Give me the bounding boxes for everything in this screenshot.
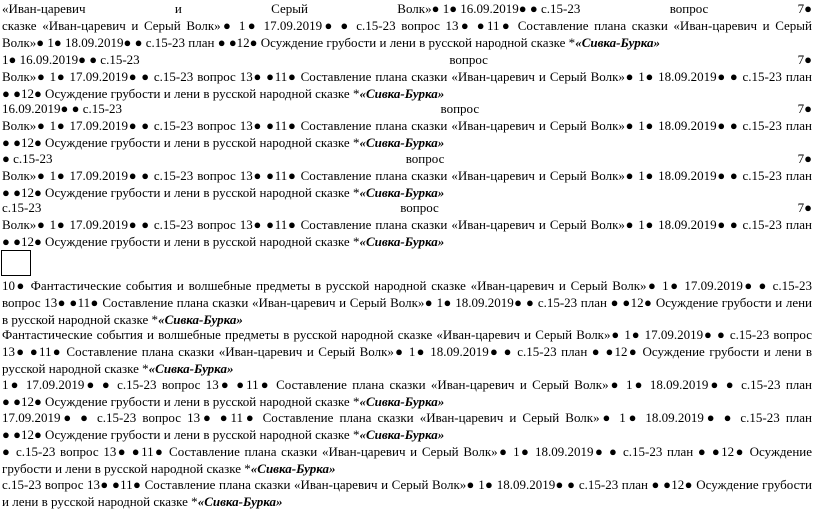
word: Волк»● 1● 16.09.2019● ● с.15-23 xyxy=(397,1,581,16)
text: ● ●12● Осуждение грубости и лени в русской народной сказке * xyxy=(2,135,360,150)
story-title: «Сивка-Бурка» xyxy=(359,135,445,150)
head-date: 1● 16.09.2019● ● с.15-23 xyxy=(2,52,140,67)
fragment-line-3 xyxy=(2,134,812,151)
fragment-line-2 xyxy=(2,393,812,410)
fragment-4 xyxy=(2,199,812,250)
fragment-1 xyxy=(2,51,812,102)
story-title: «Сивка-Бурка» xyxy=(158,312,243,327)
story-title: «Сивка-Бурка» xyxy=(148,361,234,376)
fragment-head xyxy=(2,150,812,167)
story-title: «Сивка-Бурка» xyxy=(197,494,283,509)
word: 7● xyxy=(797,1,812,16)
text: ● ●12● Осуждение грубости и лени в русской народной сказке * xyxy=(2,234,360,249)
story-title: «Сивка-Бурка» xyxy=(575,35,660,50)
text: ● ●12● Осуждение грубости и лени в русской народной сказке * xyxy=(2,394,360,409)
story-title: «Сивка-Бурка» xyxy=(359,427,445,442)
story-title: «Сивка-Бурка» xyxy=(359,394,445,409)
top-line-2: сказке «Иван-царевич и Серый Волк»● 1● 17.09.2019● ● с.15-23 вопрос 13● ●11● Составление плана сказки «Иван-царевич и Серый xyxy=(2,18,812,33)
fragment-line-2 xyxy=(2,493,812,510)
text: ● ●12● Осуждение грубости и лени в русской народной сказке * xyxy=(2,427,360,442)
fragment-line-2: Волк»● 1● 17.09.2019● ● с.15-23 вопрос 13● ●11● Составление плана сказки «Иван-царевич и Серый Волк»● 1● 18.09.2019● ● с.15-23 план xyxy=(2,168,812,183)
fragment-head xyxy=(2,100,812,117)
fragment-head xyxy=(2,51,812,68)
fragment-2 xyxy=(2,100,812,151)
fragment-line-3 xyxy=(2,233,812,250)
top-line-1 xyxy=(2,0,812,17)
lower-fragment-2 xyxy=(2,326,812,377)
text: Волк»● 1● 18.09.2019● ● с.15-23 план ● ●12● Осуждение грубости и лени в русской народной сказке * xyxy=(2,35,576,50)
text: в русской народной сказке * xyxy=(2,312,159,327)
word: вопрос xyxy=(669,1,709,16)
head-date: 16.09.2019● ● с.15-23 xyxy=(2,101,123,116)
head-question: вопрос xyxy=(400,200,439,215)
word: и xyxy=(174,1,182,16)
fragment-line-1: ● с.15-23 вопрос 13● ●11● Составление плана сказки «Иван-царевич и Серый Волк»● 1● 18.09.2019● ● с.15-23 план ● ●12● Осуждение xyxy=(2,444,812,459)
head-number: 7● xyxy=(797,52,812,67)
fragment-line-2 xyxy=(2,426,812,443)
fragment-line-2: Волк»● 1● 17.09.2019● ● с.15-23 вопрос 13● ●11● Составление плана сказки «Иван-царевич и Серый Волк»● 1● 18.09.2019● ● с.15-23 план xyxy=(2,69,812,84)
fragment-line-1: 17.09.2019● ● с.15-23 вопрос 13● ●11● Составление плана сказки «Иван-царевич и Серый Волк»● 1● 18.09.2019● ● с.15-23 план xyxy=(2,410,812,425)
lower-fragment-5 xyxy=(2,443,812,477)
story-title: «Сивка-Бурка» xyxy=(359,185,445,200)
text: ● ●12● Осуждение грубости и лени в русской народной сказке * xyxy=(2,185,360,200)
text: и лени в русской народной сказке * xyxy=(2,494,198,509)
lower-fragment-4 xyxy=(2,409,812,443)
lower-fragment-3 xyxy=(2,376,812,410)
fragment-line-1: 1● 17.09.2019● ● с.15-23 вопрос 13● ●11● Составление плана сказки «Иван-царевич и Серый Волк»● 1● 18.09.2019● ● с.15-23 план xyxy=(2,377,812,392)
head-number: 7● xyxy=(797,101,812,116)
fragment-line-1: с.15-23 вопрос 13● ●11● Составление плана сказки «Иван-царевич и Серый Волк»● 1● 18.09.2019● ● с.15-23 план ● ●12● Осуждение грубости xyxy=(2,477,812,492)
word: «Иван-царевич xyxy=(2,1,86,16)
story-title: «Сивка-Бурка» xyxy=(359,86,445,101)
head-question: вопрос xyxy=(449,52,488,67)
top-fragment xyxy=(2,0,812,51)
fragment-line-2: вопрос 13● ●11● Составление плана сказки «Иван-царевич и Серый Волк»● 1● 18.09.2019● ● с.15-23 план ● ●12● Осуждение грубости и лени xyxy=(2,295,812,310)
head-number: 7● xyxy=(797,200,812,215)
empty-frame xyxy=(1,250,31,276)
lower-fragment-1 xyxy=(2,277,812,328)
story-title: «Сивка-Бурка» xyxy=(359,234,445,249)
fragment-line-1: 10● Фантастические события и волшебные предметы в русской народной сказке «Иван-царевич и Серый Волк»● 1● 17.09.2019● ● с.15-23 xyxy=(2,278,812,293)
head-number: 7● xyxy=(797,151,812,166)
fragment-line-2: 13● ●11● Составление плана сказки «Иван-царевич и Серый Волк»● 1● 18.09.2019● ● с.15-23 план ● ●12● Осуждение грубости и лени в xyxy=(2,344,812,359)
top-line-3 xyxy=(2,34,812,51)
fragment-line-3 xyxy=(2,360,812,377)
text: русской народной сказке * xyxy=(2,361,149,376)
fragment-line-2: Волк»● 1● 17.09.2019● ● с.15-23 вопрос 13● ●11● Составление плана сказки «Иван-царевич и Серый Волк»● 1● 18.09.2019● ● с.15-23 план xyxy=(2,118,812,133)
fragment-line-2 xyxy=(2,460,812,477)
head-question: вопрос xyxy=(440,101,480,116)
fragment-line-1: Фантастические события и волшебные предметы в русской народной сказке «Иван-царевич и Серый Волк»● 1● 17.09.2019● ● с.15-23 вопрос xyxy=(2,327,812,342)
fragment-3 xyxy=(2,150,812,201)
text: грубости и лени в русской народной сказке * xyxy=(2,461,251,476)
fragment-line-2: Волк»● 1● 17.09.2019● ● с.15-23 вопрос 13● ●11● Составление плана сказки «Иван-царевич и Серый Волк»● 1● 18.09.2019● ● с.15-23 план xyxy=(2,217,812,232)
fragment-head xyxy=(2,199,812,216)
story-title: «Сивка-Бурка» xyxy=(250,461,336,476)
head-question: вопрос xyxy=(405,151,445,166)
lower-fragment-6 xyxy=(2,476,812,510)
text: ● ●12● Осуждение грубости и лени в русской народной сказке * xyxy=(2,86,360,101)
head-date: с.15-23 xyxy=(2,200,42,215)
head-date: ● с.15-23 xyxy=(2,151,53,166)
word: Серый xyxy=(271,1,308,16)
